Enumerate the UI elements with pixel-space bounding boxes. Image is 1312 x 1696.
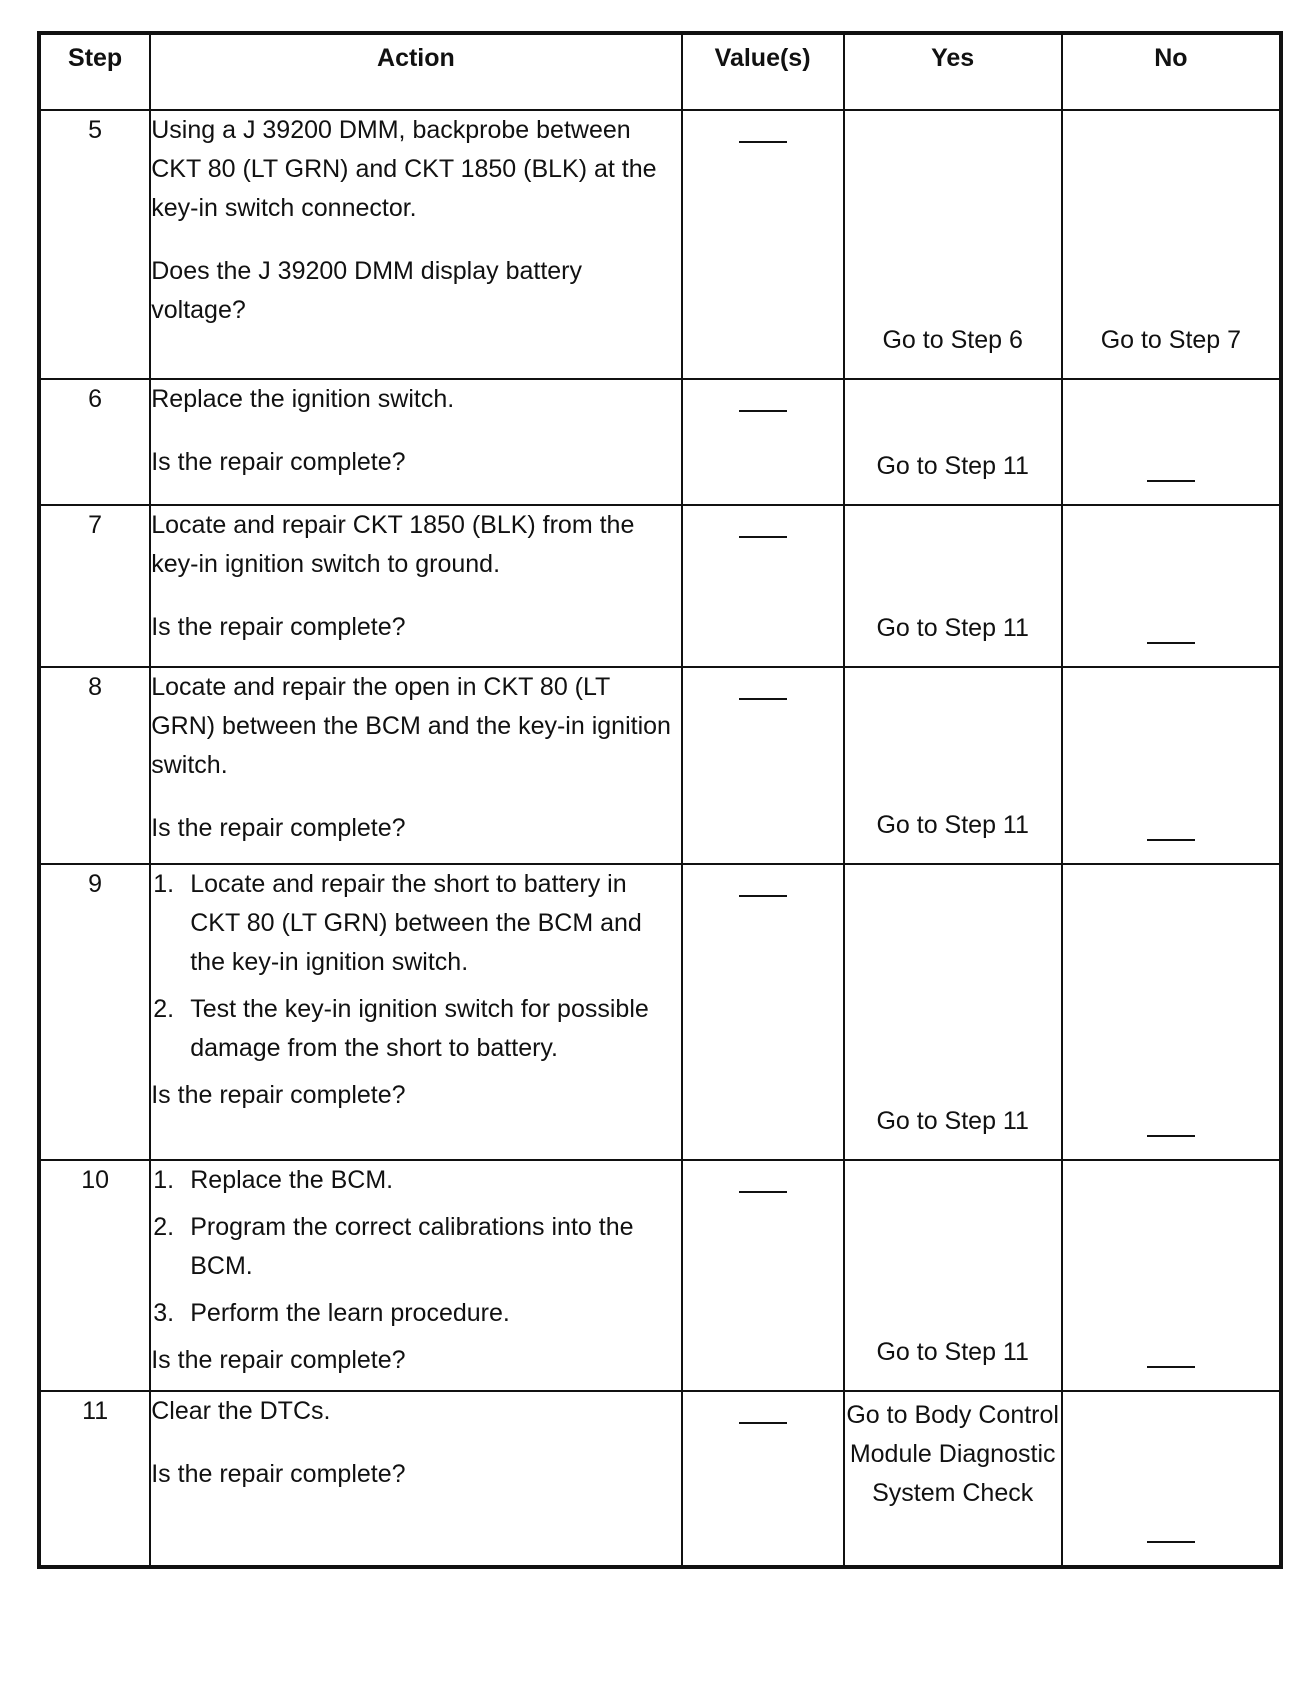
list-text: Test the key-in ignition switch for possible damage from the short to battery.	[190, 995, 649, 1062]
no-text: Go to Step 7	[1100, 326, 1242, 354]
action-text: Using a J 39200 DMM, backprobe between CKT 80 (LT GRN) and CKT 1850 (BLK) at the key-in switch connector.	[151, 116, 657, 222]
yes-cell	[844, 505, 1062, 667]
action-cell	[150, 1391, 681, 1567]
step-number: 9	[39, 864, 150, 1160]
list-number: 3.	[153, 1299, 175, 1327]
list-item	[151, 1161, 680, 1200]
value-cell	[682, 379, 844, 505]
header-yes: Yes	[844, 33, 1062, 110]
table-row	[39, 1391, 1281, 1567]
list-number: 1.	[153, 870, 175, 898]
yes-text: Go to Step 6	[882, 326, 1023, 354]
table-row	[39, 1160, 1281, 1391]
list-text: Replace the BCM.	[190, 1166, 394, 1194]
value-dash	[739, 536, 787, 538]
yes-cell	[844, 667, 1062, 864]
value-cell	[682, 1160, 844, 1391]
yes-text: Go to Body Control Module Diagnostic System Check	[846, 1401, 1059, 1507]
step-number: 7	[39, 505, 150, 667]
list-text: Perform the learn procedure.	[190, 1299, 510, 1327]
no-dash	[1147, 642, 1195, 644]
yes-text: Go to Step 11	[876, 614, 1029, 642]
yes-cell	[844, 864, 1062, 1160]
action-question: Is the repair complete?	[151, 814, 406, 842]
list-number: 1.	[153, 1166, 175, 1194]
value-dash	[739, 1191, 787, 1193]
step-number: 6	[39, 379, 150, 505]
list-item	[151, 1294, 680, 1333]
list-number: 2.	[153, 1213, 175, 1241]
value-dash	[739, 410, 787, 412]
value-cell	[682, 864, 844, 1160]
list-number: 2.	[153, 995, 175, 1023]
no-dash	[1147, 1366, 1195, 1368]
action-question: Is the repair complete?	[151, 448, 406, 476]
yes-cell	[844, 110, 1062, 379]
step-number: 8	[39, 667, 150, 864]
no-dash	[1147, 1135, 1195, 1137]
value-cell	[682, 1391, 844, 1567]
step-number: 11	[39, 1391, 150, 1567]
table-row	[39, 110, 1281, 379]
value-dash	[739, 141, 787, 143]
value-dash	[739, 895, 787, 897]
no-dash	[1147, 480, 1195, 482]
list-item	[151, 1208, 680, 1286]
list-item	[151, 990, 680, 1068]
value-cell	[682, 505, 844, 667]
list-item	[151, 865, 680, 982]
action-list	[151, 865, 680, 1068]
action-text: Clear the DTCs.	[151, 1397, 331, 1425]
no-cell	[1062, 1391, 1281, 1567]
yes-cell	[844, 1391, 1062, 1567]
value-dash	[739, 698, 787, 700]
diagnostic-table	[37, 31, 1283, 1569]
action-question: Does the J 39200 DMM display battery voltage?	[151, 257, 582, 324]
value-dash	[739, 1422, 787, 1424]
yes-text: Go to Step 11	[876, 1107, 1029, 1135]
no-cell	[1062, 110, 1281, 379]
action-text: Locate and repair the open in CKT 80 (LT GRN) between the BCM and the key-in ignition switch.	[151, 673, 671, 779]
header-action: Action	[150, 33, 681, 110]
no-cell	[1062, 667, 1281, 864]
no-dash	[1147, 1541, 1195, 1543]
header-no: No	[1062, 33, 1281, 110]
action-cell	[150, 379, 681, 505]
no-cell	[1062, 379, 1281, 505]
yes-text: Go to Step 11	[876, 1338, 1029, 1366]
yes-text: Go to Step 11	[876, 452, 1029, 480]
action-question: Is the repair complete?	[151, 1460, 406, 1488]
step-number: 5	[39, 110, 150, 379]
header-values: Value(s)	[682, 33, 844, 110]
yes-cell	[844, 1160, 1062, 1391]
list-text: Program the correct calibrations into the BCM.	[190, 1213, 634, 1280]
action-cell	[150, 110, 681, 379]
yes-cell	[844, 379, 1062, 505]
action-question: Is the repair complete?	[151, 1081, 406, 1109]
no-cell	[1062, 505, 1281, 667]
action-text: Replace the ignition switch.	[151, 385, 455, 413]
no-dash	[1147, 839, 1195, 841]
no-cell	[1062, 864, 1281, 1160]
action-cell	[150, 505, 681, 667]
step-number: 10	[39, 1160, 150, 1391]
header-row	[39, 33, 1281, 110]
value-cell	[682, 667, 844, 864]
action-cell	[150, 667, 681, 864]
no-cell	[1062, 1160, 1281, 1391]
action-question: Is the repair complete?	[151, 1346, 406, 1374]
table-row	[39, 667, 1281, 864]
action-question: Is the repair complete?	[151, 613, 406, 641]
value-cell	[682, 110, 844, 379]
list-text: Locate and repair the short to battery in CKT 80 (LT GRN) between the BCM and the key-in ignition switch.	[190, 870, 642, 976]
table-row	[39, 379, 1281, 505]
table-row	[39, 505, 1281, 667]
action-list	[151, 1161, 680, 1333]
table-row	[39, 864, 1281, 1160]
action-cell	[150, 864, 681, 1160]
action-cell	[150, 1160, 681, 1391]
action-text: Locate and repair CKT 1850 (BLK) from the key-in ignition switch to ground.	[151, 511, 635, 578]
header-step: Step	[39, 33, 150, 110]
yes-text: Go to Step 11	[876, 811, 1029, 839]
